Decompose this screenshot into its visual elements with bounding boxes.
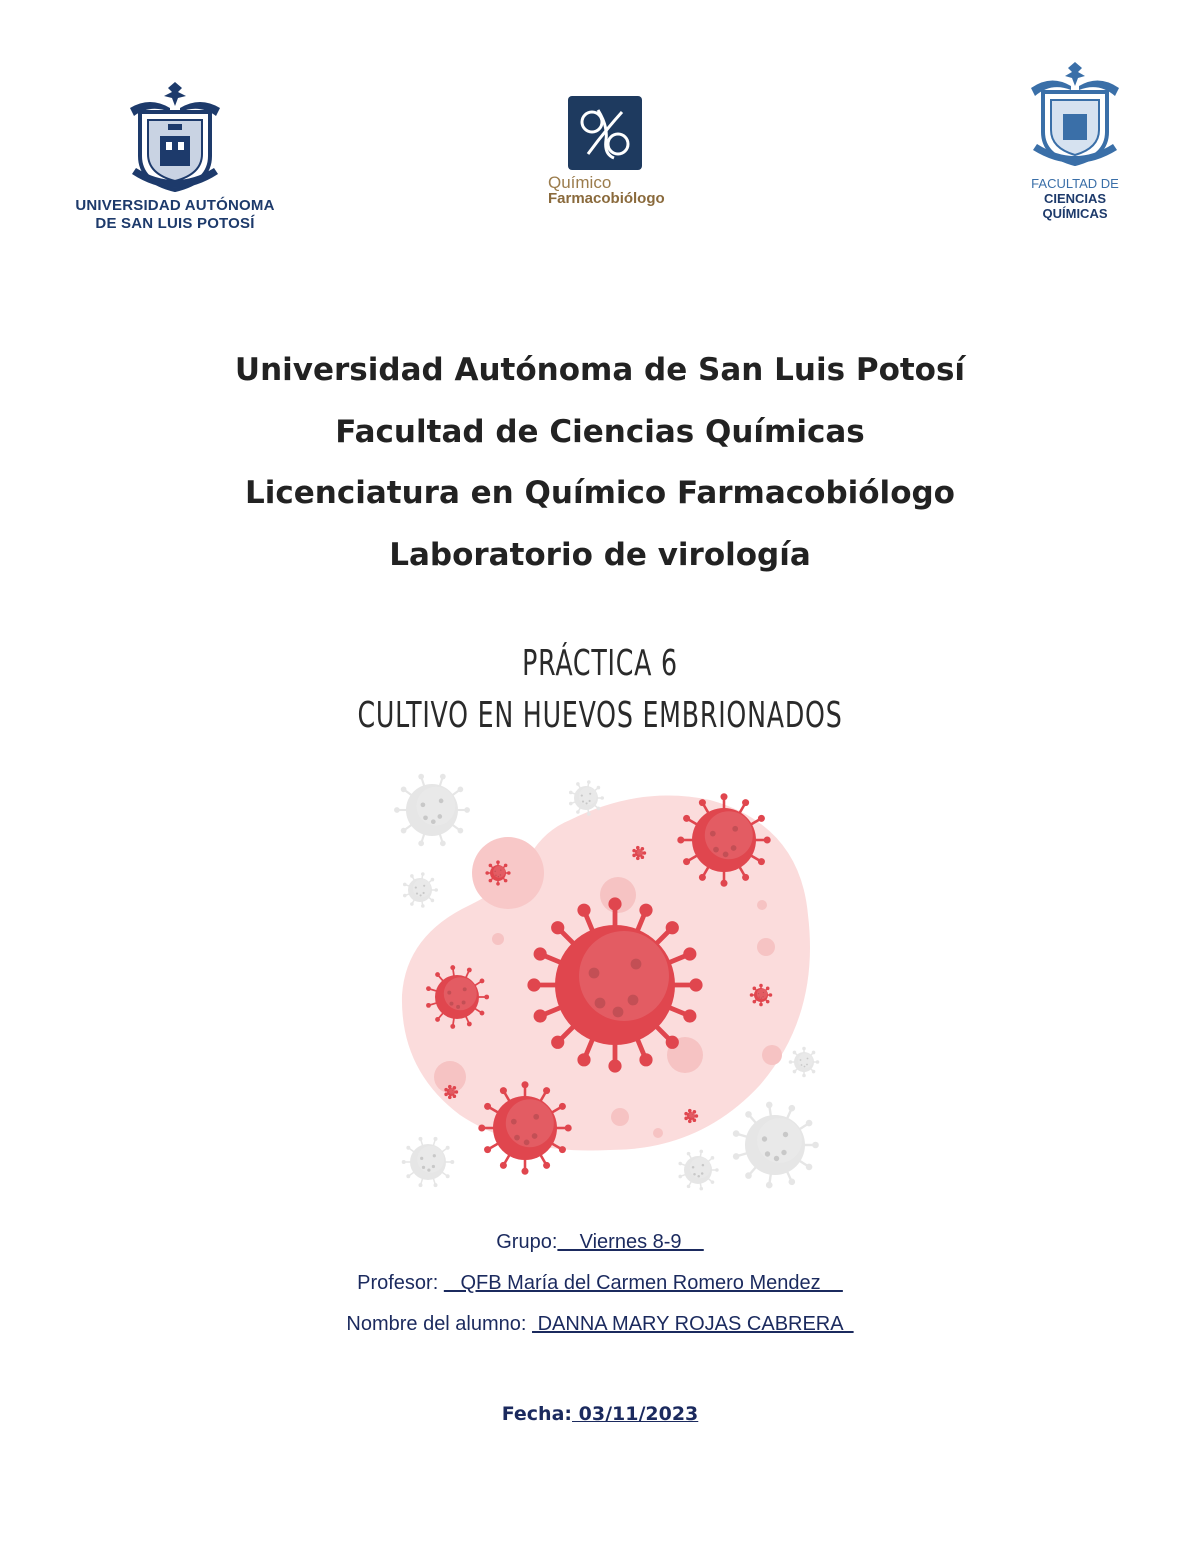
gray-virus-icon (394, 774, 470, 846)
qfb-logo-line2: Farmacobiólogo (548, 190, 665, 207)
date-row (0, 1403, 1200, 1425)
uaslp-shield-icon (120, 78, 230, 196)
group-value: Viernes 8-9 (557, 1231, 704, 1253)
title-block (0, 340, 1200, 586)
large-red-virus-icon (527, 897, 702, 1072)
fcq-shield-icon (1025, 60, 1125, 172)
small-red-virus-icon (750, 984, 773, 1007)
uaslp-logo-line1: UNIVERSIDAD AUTÓNOMA (75, 197, 275, 214)
date-value: 03/11/2023 (572, 1403, 699, 1425)
university-title: Universidad Autónoma de San Luis Potosí (234, 352, 966, 388)
virus-illustration-icon (380, 765, 840, 1195)
date-label: Fecha: (501, 1403, 573, 1425)
gray-virus-icon (678, 1150, 718, 1191)
group-label: Grupo: (496, 1231, 558, 1253)
student-row (0, 1304, 1200, 1345)
degree-title: Licenciatura en Químico Farmacobiólogo (245, 475, 955, 511)
gray-virus-icon (402, 1137, 455, 1187)
gray-virus-icon (403, 872, 438, 908)
qfb-logo (540, 96, 675, 216)
professor-row (0, 1263, 1200, 1304)
virus-illustration (380, 765, 840, 1195)
uaslp-logo-line2: DE SAN LUIS POTOSÍ (95, 215, 255, 232)
fcq-logo (1020, 60, 1130, 240)
qfb-logo-line1: Químico (548, 173, 612, 192)
fcq-logo-line2: CIENCIAS (1043, 191, 1107, 206)
gray-virus-icon (789, 1047, 820, 1078)
student-value: DANNA MARY ROJAS CABRERA (532, 1313, 854, 1335)
qfb-mark-icon (568, 96, 642, 170)
small-red-virus-icon (485, 860, 510, 885)
uaslp-logo (70, 78, 280, 243)
student-label: Nombre del alumno: (346, 1313, 533, 1335)
fcq-logo-line1: FACULTAD DE (1031, 176, 1119, 191)
fcq-logo-line3: QUÍMICAS (1042, 206, 1108, 221)
professor-label: Profesor: (357, 1272, 444, 1294)
student-info (0, 1222, 1200, 1345)
gray-virus-icon (733, 1102, 819, 1189)
practice-number: PRÁCTICA 6 (522, 643, 678, 684)
practice-title: CULTIVO EN HUEVOS EMBRIONADOS (357, 695, 843, 736)
faculty-title: Facultad de Ciencias Químicas (335, 413, 865, 450)
practice-heading (0, 640, 1200, 744)
group-row (0, 1222, 1200, 1263)
professor-value: QFB María del Carmen Romero Mendez (443, 1272, 843, 1294)
lab-title: Laboratorio de virología (389, 536, 811, 573)
